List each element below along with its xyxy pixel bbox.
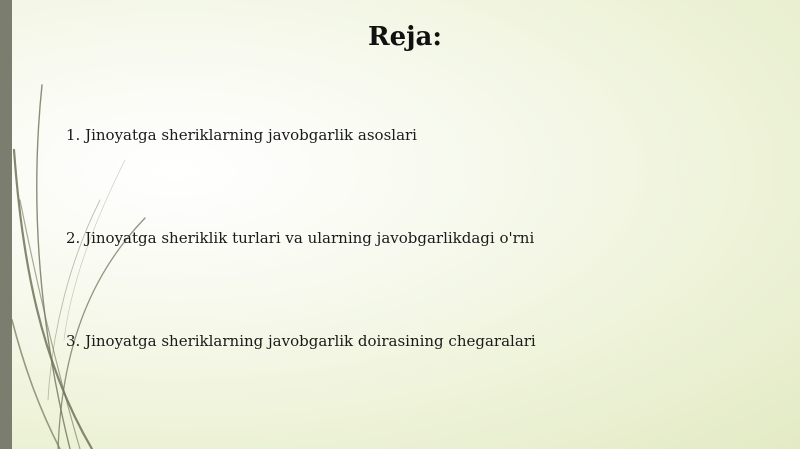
list-item: 3. Jinoyatga sheriklarning javobgarlik doirasining chegaralari: [66, 332, 536, 350]
slide-title: Reja:: [367, 22, 442, 52]
list-item: 1. Jinoyatga sheriklarning javobgarlik asoslari: [66, 126, 417, 144]
list-item: 2. Jinoyatga sheriklik turlari va ularning javobgarlikdagi o'rni: [66, 229, 535, 247]
